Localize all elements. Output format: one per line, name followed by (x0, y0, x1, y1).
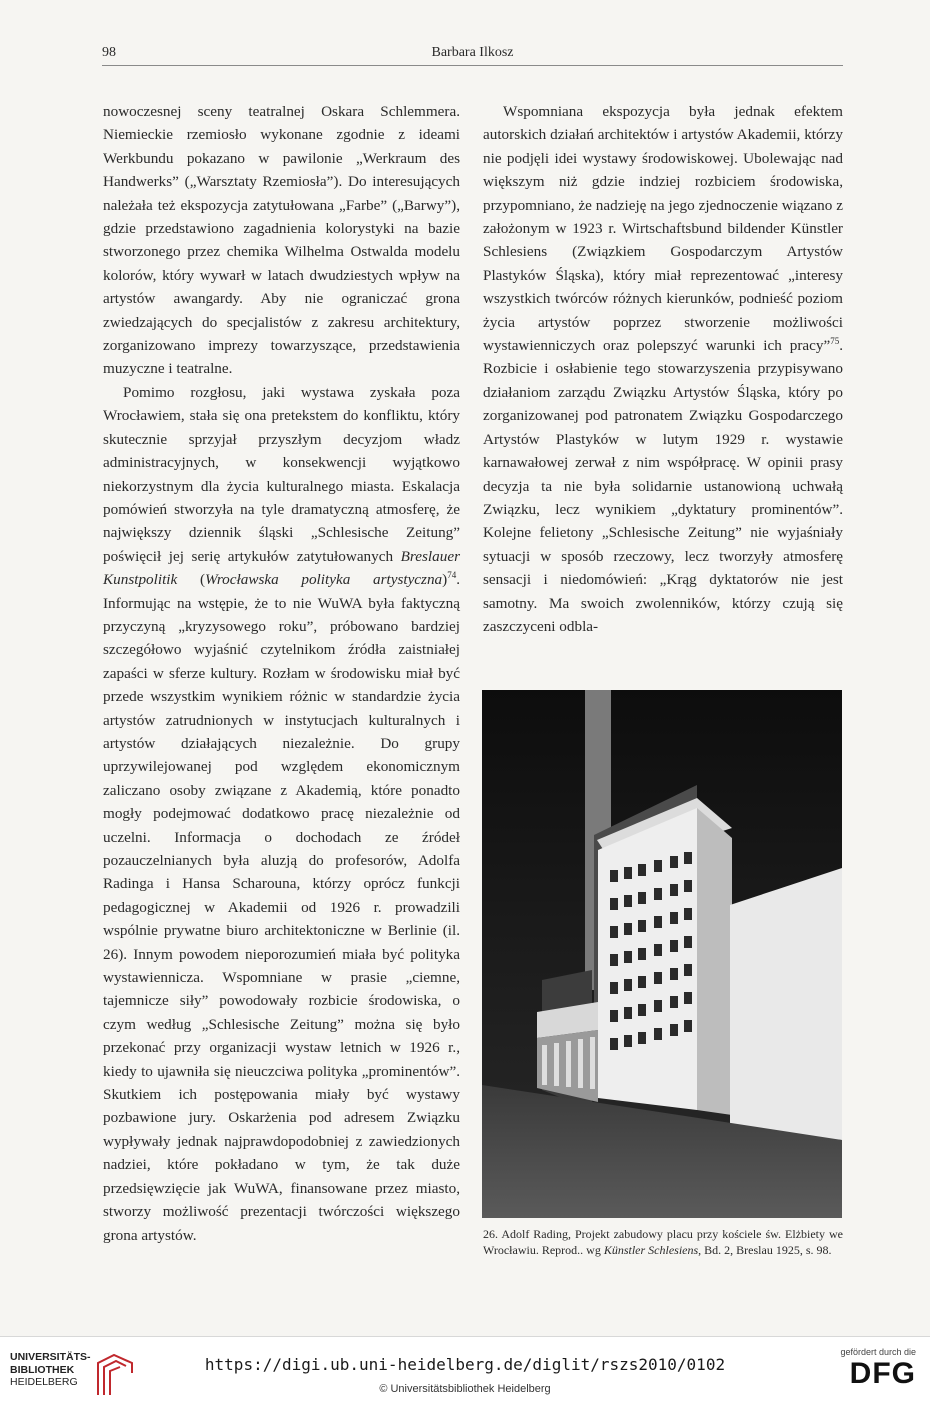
text-run: Pomimo rozgłosu, jaki wystawa zyskała poza Wrocławiem, stała się ona pretekstem do konfliktu, który skutecznie sprzyjał przyszłym decyzjom władz administracyjnych, w konsekwencji wyjątkowo niekorzystnym dla życia kulturalnego miasta. Eskalacja pomówień stworzyła na tyle dramatyczną atmosferę, że największy dziennik śląski „Schlesische Zeitung” poświęcił jej serię artykułów zatytułowanych (103, 383, 460, 565)
copyright-notice: © Universitätsbibliothek Heidelberg (379, 1383, 551, 1395)
white-building-side (697, 808, 732, 1115)
building-illustration (482, 690, 842, 1218)
library-line: HEIDELBERG (10, 1376, 78, 1388)
figure-caption (483, 1226, 843, 1258)
text-run: . Informując na wstępie, że to nie WuWA była faktyczną przyczyną „kryzysowego roku”, próbowano bardziej szczegółowo wyjaśnić czytelnikom źródła zaistniałej zapaści w sferze kultury. Rozłam w środowisku miał być przede wszystkim wynikiem różnic w standardzie życia artystów zatrudnionych w instytucjach kulturalnych i artystów działających niezależnie. Do grupy uprzywilejowanej pod względem ekonomicznym zaliczano osoby związane z Akademią, które ponadto mogły podejmować dodatkowo pracę niezależnie od uczelni. Informacja o dochodach ze źródeł pozauczelnianych była aluzją do profesorów, Adolfa Radinga i Hansa Scharouna, którzy oprócz funkcji pedagogicznej w Akademii od 1926 r. prowadzili wspólnie prywatne biuro architektoniczne w Berlinie (il. 26). Innym powodem nieporozumień miała być polityka wystawiennicza. Wspomniane w prasie „ciemne, tajemnicze siły” powodowały rozbicie środowiska, o czym według „Schlesische Zeitung” można się było przekonać przy organizacji wystaw letnich w 1926 r., kiedy to ujawniła się nieuczciwa polityka „prominentów”. Skutkiem ich postępowania miały być wystawy pozbawione jury. Oskarżenia pod adresem Związku wypływały jednak najprawdopodobniej z zawiedzionych nadziei, które pokładano w tym, że tak duże przedsięwzięcie jak WuWA, finansowane przez miasto, stworzy możliwość prezentacji twórczości większego grona artystów. (103, 571, 461, 1244)
caption-source-title: Künstler Schlesiens (603, 1243, 699, 1257)
text-run: ) (442, 571, 448, 589)
dfg-wordmark: DFG (849, 1357, 916, 1390)
running-head (102, 43, 843, 66)
paragraph: nowoczesnej sceny teatralnej Oskara Schlemmera. Niemieckie rzemiosło wykonane zgodnie z ideami Werkbundu pokazano w pawilonie „Werkraum des Handwerks” („Warsztaty Rzemiosła”). Do interesujących należała też ekspozycja zatytułowana „Farbe” („Barwy”), gdzie przedstawiono zagadnienia kolorystyki na bazie stworzonego przez chemika Wilhelma Ostwalda modelu kolorów, który wywarł w latach dwudziestych wpływ na artystów awangardy. Aby nie ograniczać grona zwiedzających do specjalistów z zakresu architektury, zorganizowano imprezy towarzyszące, przedstawienia muzyczne i teatralne. (103, 103, 460, 378)
text-run: ( (177, 571, 206, 589)
footnote-ref: 75 (830, 336, 840, 346)
library-line: BIBLIOTHEK (10, 1363, 75, 1376)
footnote-ref: 74 (447, 570, 457, 581)
caption-text: 26. Adolf Rading, Projekt zabudowy placu przy kościele św. Elżbiety we Wrocławiu. Reprod.. wg (483, 1227, 843, 1257)
text-run: Wspomniana ekspozycja była jednak efektem autorskich działań architektów i artystów Akademii, którzy nie podjęli idei wystawy środowiskowej. Ubolewając nad większym niż gdzie indziej rozbiciem środowiska, przypomniano, że nadzieję na jego zjednoczenie wiązano z założonym w 1923 r. Wirtschaftsbund bildender Künstler Schlesiens (Związkiem Gospodarczym Artystów Plastyków Śląska), który miał reprezentować „interesy wszystkich twórców różnych kierunków, podnieść poziom życia artystów poprzez stworzenie możliwości wystawienniczych oraz polepszyć warunki ich pracy” (483, 103, 843, 355)
library-line: UNIVERSITÄTS- (10, 1351, 91, 1363)
caption-text: , Bd. 2, Breslau 1925, s. 98. (698, 1243, 832, 1257)
page-number: 98 (102, 45, 116, 60)
figure-architectural-drawing (482, 690, 842, 1218)
funder-logo[interactable] (821, 1347, 916, 1391)
left-text-column (103, 100, 460, 1247)
right-facade (730, 868, 842, 1140)
viewer-footer (0, 1336, 930, 1407)
italic-title: Wrocławska polityka artystyczna (205, 571, 443, 589)
italic-title: Breslauer Kunstpolitik (103, 547, 460, 589)
paragraph (103, 381, 460, 1247)
permalink-url[interactable]: https://digi.ub.uni-heidelberg.de/diglit/rszs2010/0102 (204, 1355, 726, 1374)
text-run: . Rozbicie i osłabienie tego stowarzyszenia przypisywano działaniom zarządu Związku Artystów Śląska, który po zorganizowanej pod patronatem Związku Gospodarczego Artystów Plastyków w lutym 1929 r. wystawie karnawałowej zerwał z nim współpracę. W opinii prasy decyzja ta nie była solidarnie ustanowioną uchwałą Związku, lecz wynikiem „dyktatury prominentów”. Kolejne felietony „Schlesische Zeitung” nie wyjaśniały sytuacji w sposób rzeczowy, lecz tworzyły atmosferę sensacji i niedomówień: „Krąg dyktatorów nie jest samotny. Ma swoich zwolenników, którzy czują się zaszczyceni odbla- (483, 337, 843, 635)
paragraph (483, 100, 843, 638)
funding-note: gefördert durch die (840, 1347, 916, 1357)
right-text-column (483, 100, 843, 638)
running-title: Barbara Ilkosz (431, 45, 514, 60)
